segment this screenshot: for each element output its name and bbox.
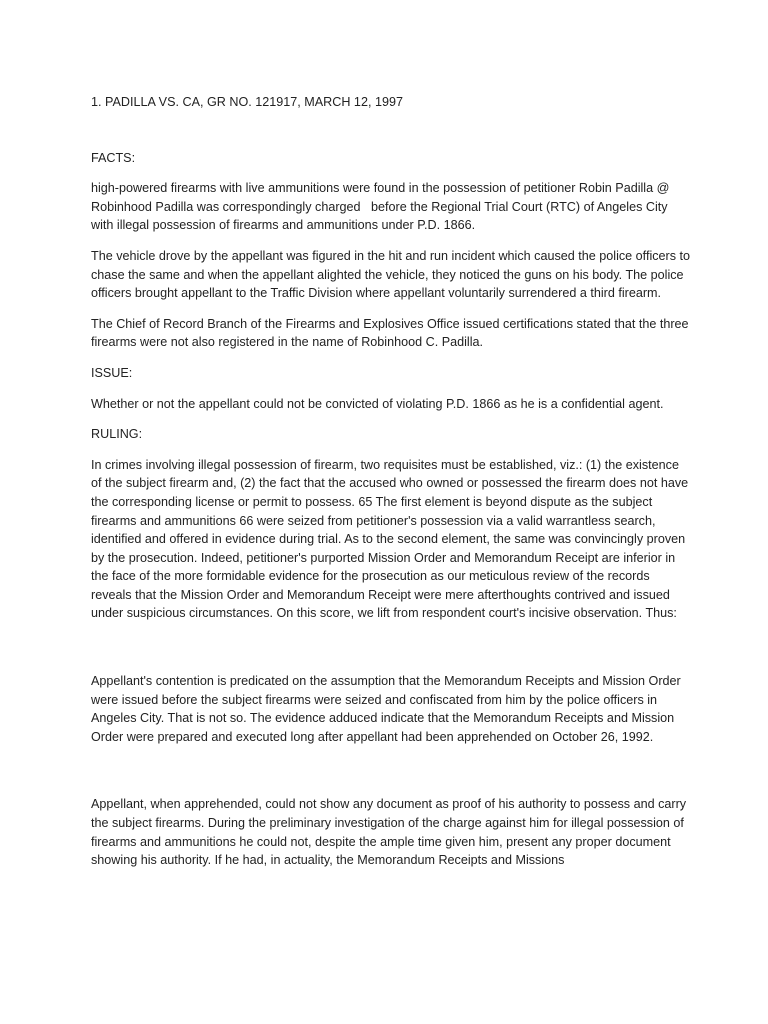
ruling-paragraph-2: Appellant's contention is predicated on the assumption that the Memorandum Receipts and Mission Order were issued before the subject firearms were seized and confiscated from him by the police officers in Angeles City. That is not so. The evidence adduced indicate that the Memorandum Receipts and Mission Order were prepared and executed long after appellant had been apprehended on October 26, 1992. [91,674,681,744]
issue-paragraph: Whether or not the appellant could not be convicted of violating P.D. 1866 as he is a confidential agent. [91,396,664,411]
facts-heading: FACTS: [91,150,136,165]
case-title: 1. PADILLA VS. CA, GR NO. 121917, MARCH 12, 1997 [91,95,403,109]
ruling-paragraph-3: Appellant, when apprehended, could not show any document as proof of his authority to possess and carry the subject firearms. During the preliminary investigation of the charge against him for illegal possession of firearms and ammunitions he could not, despite the ample time given him, present any proper document showing his authority. If he had, in actuality, the Memorandum Receipts and Missions [91,797,687,868]
facts-paragraph-1: high-powered firearms with live ammunitions were found in the possession of petitioner Robin Padilla @ Robinhood Padilla was correspondingly charged before the Regional Trial Court (RTC) of Angeles City with illegal possession of firearms and ammunitions under P.D. 1866. [91,181,673,233]
facts-paragraph-2: The vehicle drove by the appellant was figured in the hit and run incident which caused the police officers to chase the same and when the appellant alighted the vehicle, they noticed the guns on his body. The police officers brought appellant to the Traffic Division where appellant voluntarily surrendered a third firearm. [91,248,691,301]
issue-heading: ISSUE: [91,365,133,380]
document-page [91,93,691,882]
facts-paragraph-3: The Chief of Record Branch of the Firearms and Explosives Office issued certifications stated that the three firearms were not also registered in the name of Robinhood C. Padilla. [91,316,689,350]
ruling-paragraph-1: In crimes involving illegal possession of firearm, two requisites must be established, viz.: (1) the existence of the subject firearm and, (2) the fact that the accused who owned or possessed the firearm does not have the corresponding license or permit to possess. 65 The first element is beyond dispute as the subject firearms and ammunitions 66 were seized from petitioner's possession via a valid warrantless search, identified and offered in evidence during trial. As to the second element, the same was convincingly proven by the prosecution. Indeed, petitioner's purported Mission Order and Memorandum Receipt are inferior in the face of the more formidable evidence for the prosecution as our meticulous review of the records reveals that the Mission Order and Memorandum Receipt were mere afterthoughts contrived and issued under suspicious circumstances. On this score, we lift from respondent court's incisive observation. Thus: [91,457,689,621]
ruling-heading: RULING: [91,427,143,442]
